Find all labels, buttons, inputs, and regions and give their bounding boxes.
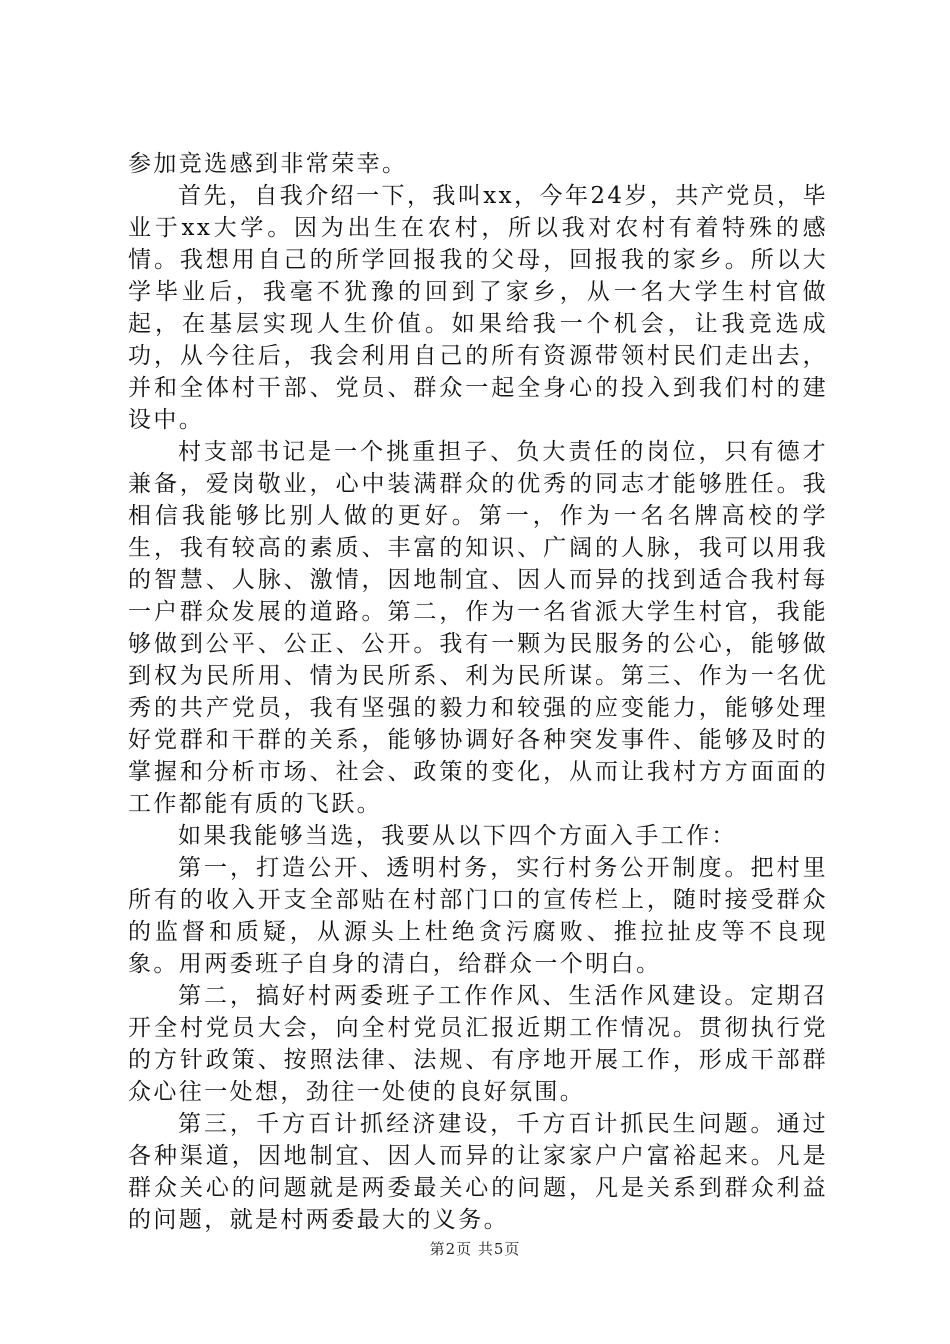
paragraph-5: 第一，打造公开、透明村务，实行村务公开制度。把村里所有的收入开支全部贴在村部门口的宣传栏上，随时接受群众的监督和质疑，从源头上杜绝贪污腐败、推拉扯皮等不良现象。用两委班子自身的清白，给群众一个明白。 [128, 855, 828, 977]
paragraph-4: 如果我能够当选，我要从以下四个方面入手工作： [178, 823, 737, 849]
document-body [128, 148, 828, 1236]
page-number-footer: 第2页 共5页 [429, 1240, 521, 1258]
paragraph-3: 村支部书记是一个挑重担子、负大责任的岗位，只有德才兼备，爱岗敬业，心中装满群众的优秀的同志才能够胜任。我相信我能够比别人做的更好。第一，作为一名名牌高校的学生，我有较高的素质、丰富的知识、广阔的人脉，我可以用我的智慧、人脉、激情，因地制宜、因人而异的找到适合我村每一户群众发展的道路。第二，作为一名省派大学生村官，我能够做到公平、公正、公开。我有一颗为民服务的公心，能够做到权为民所用、情为民所系、利为民所谋。第三、作为一名优秀的共产党员，我有坚强的毅力和较强的应变能力，能够处理好党群和干群的关系，能够协调好各种突发事件、能够及时的掌握和分析市场、社会、政策的变化，从而让我村方方面面的工作都能有质的飞跃。 [128, 439, 828, 817]
paragraph-2: 首先，自我介绍一下，我叫xx，今年24岁，共产党员，毕业于xx大学。因为出生在农村，所以我对农村有着特殊的感情。我想用自己的所学回报我的父母，回报我的家乡。所以大学毕业后，我毫不犹豫的回到了家乡，从一名大学生村官做起，在基层实现人生价值。如果给我一个机会，让我竞选成功，从今往后，我会利用自己的所有资源带领村民们走出去，并和全体村干部、党员、群众一起全身心的投入到我们村的建设中。 [128, 183, 828, 433]
paragraph-1: 参加竞选感到非常荣幸。 [128, 151, 408, 177]
paragraph-6: 第二，搞好村两委班子工作作风、生活作风建设。定期召开全村党员大会，向全村党员汇报近期工作情况。贯彻执行党的方针政策、按照法律、法规、有序地开展工作，形成干部群众心往一处想，劲往一处使的良好氛围。 [128, 983, 828, 1105]
paragraph-7: 第三，千方百计抓经济建设，千方百计抓民生问题。通过各种渠道，因地制宜、因人而异的让家家户户富裕起来。凡是群众关心的问题就是两委最关心的问题，凡是关系到群众利益的问题，就是村两委最大的义务。 [128, 1111, 828, 1233]
